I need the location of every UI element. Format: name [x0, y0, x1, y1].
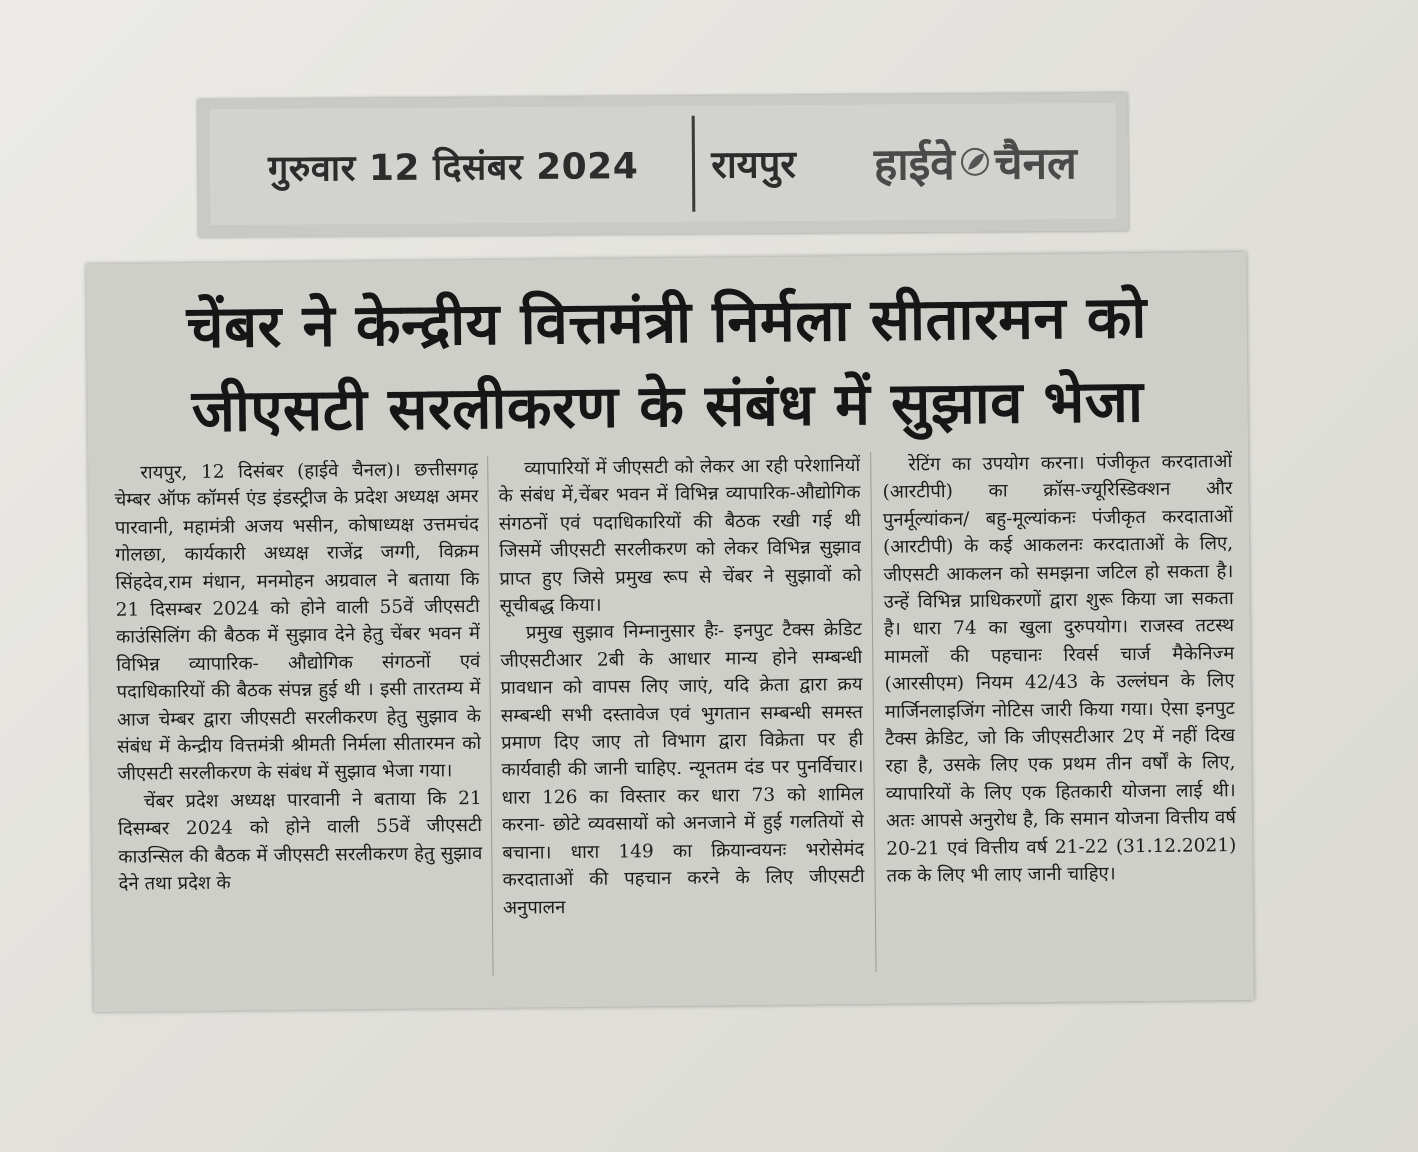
masthead-city: रायपुर: [711, 142, 797, 187]
article-paragraph: रायपुर, 12 दिसंबर (हाईवे चैनल)। छत्तीसगढ़ चेम्बर ऑफ कॉमर्स एंड इंडस्ट्रीज के प्रदेश अध्यक्ष अमर पारवानी, महामंत्री अजय भसीन, कोषाध्यक्ष उत्तमचंद गोलछा, कार्यकारी अध्यक्ष राजेंद्र जग्गी, विक्रम सिंहदेव,राम मंधान, मनमोहन अग्रवाल ने बताया कि 21 दिसम्बर 2024 को होने वाली 55वें जीएसटी काउंसिलिंग की बैठक में सुझाव देने हेतु चेंबर भवन में विभिन्न व्यापारिक- औद्योगिक संगठनों एवं पदाधिकारियों की बैठक संपन्न हुई थी । इसी तारतम्य में आज चेम्बर द्वारा जीएसटी सरलीकरण हेतु सुझाव के संबंध में केन्द्रीय वित्तमंत्री श्रीमती निर्मला सीतारमन को जीएसटी सरलीकरण के संबंध में सुझाव भेजा गया।: [114, 458, 482, 786]
masthead-date: गुरुवार 12 दिसंबर 2024: [267, 145, 639, 190]
masthead-clipping: [198, 93, 1129, 237]
headline-line-2: जीएसटी सरलीकरण के संबंध में सुझाव भेजा: [191, 367, 1144, 445]
headline-line-1: चेंबर ने केन्द्रीय वित्तमंत्री निर्मला सीतारमन को: [186, 282, 1148, 362]
brand-word-2: चैनल: [994, 138, 1078, 190]
article-clipping: [86, 252, 1254, 1012]
newspaper-brand: [874, 131, 1077, 192]
masthead-divider: [692, 116, 696, 212]
column-divider: [487, 456, 493, 976]
brand-word-1: हाईवे: [873, 138, 955, 191]
article-paragraph: चेंबर प्रदेश अध्यक्ष पारवानी ने बताया कि 21 दिसम्बर 2024 को होने वाली 55वें जीएसटी काउन्सिल की बैठक में जीएसटी सरलीकरण हेतु सुझाव देने तथा प्रदेश के: [117, 787, 483, 895]
brand-leaf-icon: [959, 146, 991, 178]
article-column-3: [882, 448, 1238, 982]
article-paragraph: रेटिंग का उपयोग करना। पंजीकृत करदाताओं (आरटीपी) का क्रॉस-ज्यूरिस्डिक्शन और पुनर्मूल्यांकन/ बहु-मूल्यांकनः पंजीकृत करदाताओं (आरटीपी) के कई आकलनः करदाताओं के लिए, जीएसटी आकलन को समझना जटिल हो सकता है। उन्हें विभिन्न प्राधिकरणों द्वारा शुरू किया जा सकता है। धारा 74 का खुला दुरुपयोग। राजस्व तटस्थ मामलों की पहचानः रिवर्स चार्ज मैकेनिज्म (आरसीएम) नियम 42/43 के उल्लंघन के लिए मार्जिनलाइजिंग नोटिस जारी किया गया। ऐसा इनपुट टैक्स क्रेडिट, जो कि जीएसटीआर 2ए में नहीं दिख रहा है, उसके लिए एक प्रथम तीन वर्षों के लिए, व्यापारियों के लिए एक हितकारी योजना लाई थी। अतः आपसे अनुरोध है, कि समान योजना वित्तीय वर्ष 20-21 एवं वित्तीय वर्ष 21-22 (31.12.2021) तक के लिए भी लाए जानी चाहिए।: [882, 451, 1237, 887]
article-headline: [104, 274, 1230, 454]
article-column-2: [498, 452, 866, 986]
masthead-bar: [210, 103, 1117, 225]
article-column-1: [114, 456, 484, 990]
column-divider: [870, 452, 876, 972]
article-paragraph: प्रमुख सुझाव निम्नानुसार हैः- इनपुट टैक्स क्रेडिट जीएसटीआर 2बी के आधार मान्य होने सम्बन्धी प्रावधान को वापस लिए जाएं, यदि क्रेता द्वारा क्रय सम्बन्धी सभी दस्तावेज एवं भुगतान सम्बन्धी समस्त प्रमाण दिए जाए तो विभाग द्वारा विक्रेता पर ही कार्यवाही की जानी चाहिए. न्यूनतम दंड पर पुनर्विचार। धारा 126 का विस्तार कर धारा 73 को शामिल करना- छोटे व्यवसायों को अनजाने में हुई गलतियों से बचाना। धारा 149 का क्रियान्वयनः भरोसेमंद करदाताओं की पहचान करने के लिए जीएसटी अनुपालन: [500, 619, 865, 919]
article-paragraph: व्यापारियों में जीएसटी को लेकर आ रही परेशानियों के संबंध में,चेंबर भवन में विभिन्न व्यापारिक-औद्योगिक संगठनों एवं पदाधिकारियों की बैठक रखी गई थी जिसमें जीएसटी सरलीकरण को लेकर विभिन्न सुझाव प्राप्त हुए जिसे प्रमुख रूप से चेंबर ने सुझावों को सूचीबद्ध किया।: [498, 454, 862, 617]
